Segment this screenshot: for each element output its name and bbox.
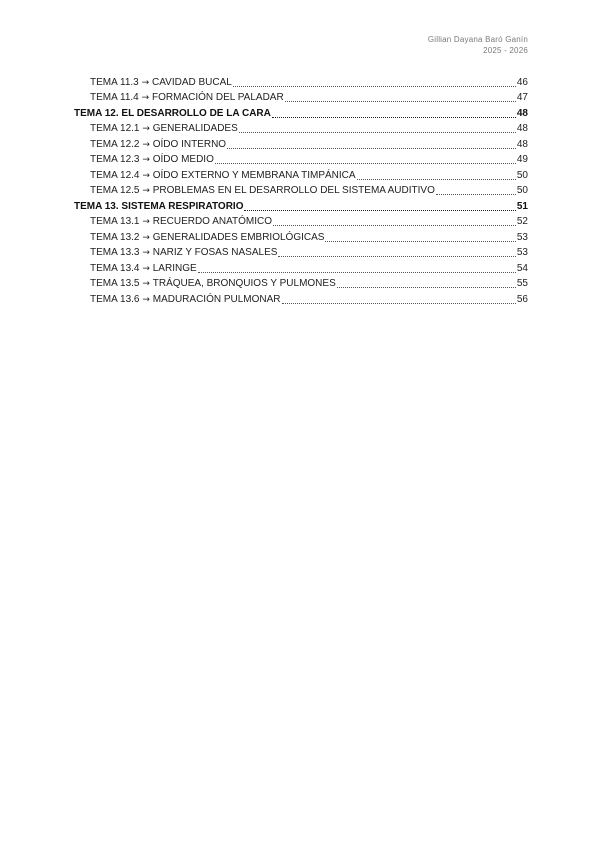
dot-leader — [357, 179, 516, 180]
toc-section-entry[interactable] — [74, 229, 528, 245]
arrow-right-icon: → — [139, 279, 153, 289]
toc-page-number: 51 — [516, 200, 528, 212]
dot-leader — [233, 86, 516, 87]
toc-page-number: 50 — [516, 169, 528, 181]
toc-page-number: 49 — [516, 154, 528, 165]
toc-page-number: 48 — [516, 107, 528, 119]
toc-entry-text: OÍDO INTERNO — [152, 138, 227, 150]
dot-leader — [282, 303, 516, 304]
toc-entry-text: TRÁQUEA, BRONQUIOS Y PULMONES — [152, 278, 336, 289]
toc-entry-text: CAVIDAD BUCAL — [152, 76, 232, 88]
toc-chapter-entry[interactable] — [74, 198, 528, 214]
arrow-right-icon: → — [139, 186, 153, 196]
toc-entry-text: RECUERDO ANATÓMICO — [152, 216, 273, 227]
toc-section-entry[interactable] — [74, 245, 528, 261]
arrow-right-icon: → — [138, 77, 152, 88]
toc-section-entry[interactable] — [74, 276, 528, 292]
toc-section-entry[interactable] — [74, 183, 528, 199]
dot-leader — [198, 272, 516, 273]
toc-page-number: 50 — [516, 185, 528, 196]
dot-leader — [272, 117, 516, 118]
toc-section-entry[interactable] — [74, 214, 528, 230]
toc-entry-text: FORMACIÓN DEL PALADAR — [152, 92, 284, 103]
arrow-right-icon: → — [139, 217, 153, 227]
toc-entry-title — [90, 277, 336, 291]
toc-entry-number: TEMA 12.2 — [90, 138, 140, 150]
dot-leader — [239, 132, 516, 133]
toc-section-entry[interactable] — [74, 260, 528, 276]
toc-entry-title — [90, 184, 435, 198]
toc-section-entry[interactable] — [74, 90, 528, 106]
toc-section-entry[interactable] — [74, 121, 528, 137]
toc-entry-title — [90, 231, 324, 245]
toc-entry-number: TEMA 12.1 — [90, 123, 140, 134]
toc-section-entry[interactable] — [74, 291, 528, 307]
toc-page-number: 46 — [516, 76, 528, 88]
toc-entry-title — [90, 122, 238, 136]
toc-entry-number: TEMA 13.1 — [90, 216, 140, 227]
toc-entry-text: MADURACIÓN PULMONAR — [152, 293, 281, 305]
arrow-right-icon: → — [139, 170, 153, 181]
arrow-right-icon: → — [139, 155, 153, 165]
toc-entry-number: TEMA 12.5 — [90, 185, 140, 196]
toc-entry-title — [90, 262, 197, 276]
dot-leader — [325, 241, 515, 242]
toc-entry-text: TEMA 13. SISTEMA RESPIRATORIO — [74, 200, 244, 212]
toc-page-number: 54 — [516, 262, 528, 274]
toc-section-entry[interactable] — [74, 74, 528, 90]
dot-leader — [337, 287, 516, 288]
toc-section-entry[interactable] — [74, 136, 528, 152]
toc-entry-text: GENERALIDADES EMBRIOLÓGICAS — [152, 231, 325, 243]
toc-section-entry[interactable] — [74, 167, 528, 183]
toc-entry-title — [90, 215, 272, 229]
toc-entry-number: TEMA 13.4 — [90, 262, 140, 274]
toc-entry-title — [90, 138, 226, 152]
toc-entry-number: TEMA 12.4 — [90, 169, 140, 181]
toc-page-number: 52 — [516, 216, 528, 227]
toc-section-entry[interactable] — [74, 152, 528, 168]
toc-entry-text: PROBLEMAS EN EL DESARROLLO DEL SISTEMA AUDITIVO — [152, 185, 435, 196]
toc-entry-text: OÍDO EXTERNO Y MEMBRANA TIMPÁNICA — [152, 169, 356, 181]
toc-chapter-entry[interactable] — [74, 105, 528, 121]
dot-leader — [215, 163, 516, 164]
toc-entry-title — [90, 153, 214, 167]
toc-entry-text: GENERALIDADES — [152, 123, 238, 134]
dot-leader — [278, 256, 515, 257]
toc-entry-title — [74, 107, 271, 121]
toc-page-number: 48 — [516, 123, 528, 134]
arrow-right-icon: → — [139, 248, 153, 258]
table-of-contents — [74, 74, 528, 307]
author-name: Gillian Dayana Baró Ganín — [427, 35, 528, 44]
toc-entry-text: NARIZ Y FOSAS NASALES — [152, 247, 278, 258]
toc-page-number: 56 — [516, 293, 528, 305]
arrow-right-icon: → — [138, 93, 152, 103]
toc-page-number: 47 — [516, 92, 528, 103]
academic-year: 2025 - 2026 — [483, 46, 528, 55]
toc-page-number: 48 — [516, 138, 528, 150]
arrow-right-icon: → — [139, 124, 153, 134]
toc-entry-title — [74, 200, 243, 214]
toc-entry-title — [90, 169, 356, 183]
toc-page-number: 53 — [516, 247, 528, 258]
toc-entry-number: TEMA 13.6 — [90, 293, 140, 305]
arrow-right-icon: → — [139, 232, 153, 243]
arrow-right-icon: → — [139, 139, 153, 150]
dot-leader — [244, 210, 515, 211]
dot-leader — [285, 101, 516, 102]
toc-entry-number: TEMA 11.4 — [90, 92, 139, 103]
toc-entry-number: TEMA 12.3 — [90, 154, 140, 165]
toc-entry-number: TEMA 13.2 — [90, 231, 140, 243]
arrow-right-icon: → — [139, 263, 153, 274]
toc-entry-number: TEMA 13.3 — [90, 247, 140, 258]
toc-page-number: 53 — [516, 231, 528, 243]
toc-entry-title — [90, 246, 277, 260]
arrow-right-icon: → — [139, 294, 153, 305]
toc-page-number: 55 — [516, 278, 528, 289]
toc-entry-text: OÍDO MEDIO — [152, 154, 214, 165]
toc-entry-title — [90, 91, 284, 105]
toc-entry-number: TEMA 13.5 — [90, 278, 140, 289]
toc-entry-text: LARINGE — [152, 262, 197, 274]
dot-leader — [227, 148, 516, 149]
toc-entry-title — [90, 76, 232, 90]
toc-entry-title — [90, 293, 281, 307]
page-header — [428, 34, 528, 56]
toc-entry-number: TEMA 11.3 — [90, 76, 139, 88]
dot-leader — [436, 194, 516, 195]
dot-leader — [273, 225, 516, 226]
toc-entry-text: TEMA 12. EL DESARROLLO DE LA CARA — [74, 107, 271, 119]
